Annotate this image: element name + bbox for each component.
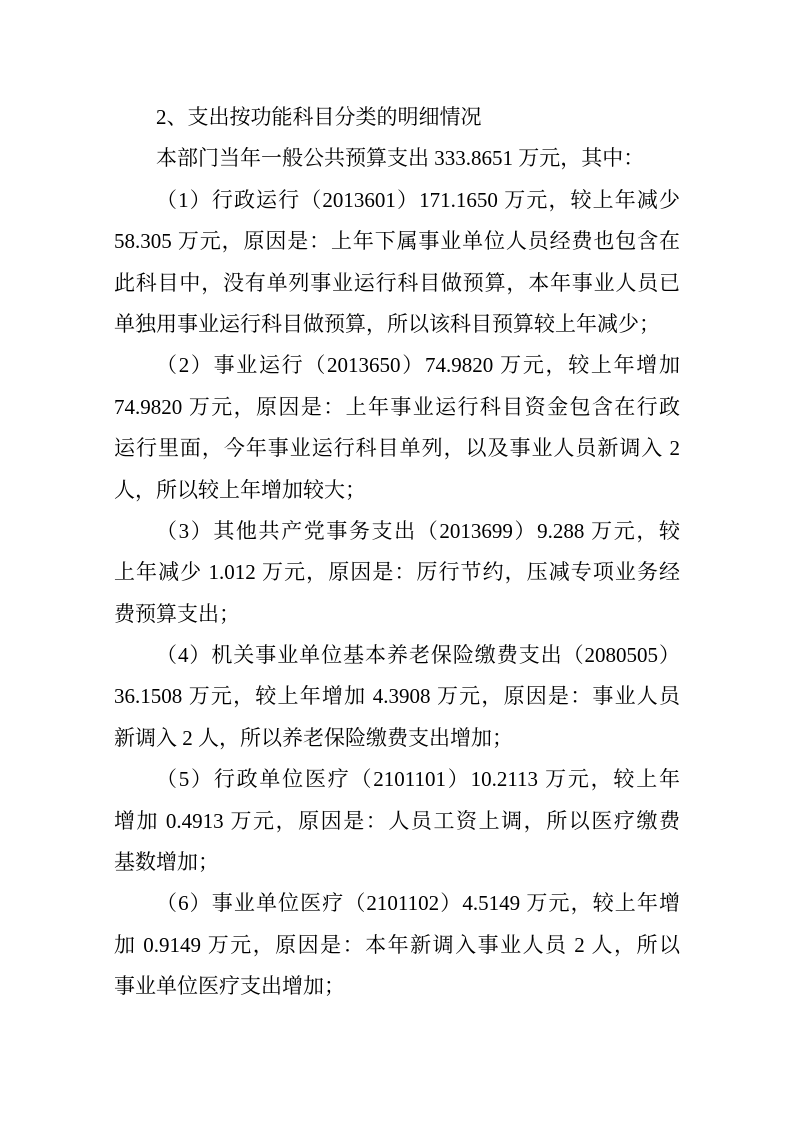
item-6-line-3: 事业单位医疗支出增加；	[114, 974, 345, 999]
item-5-line-3: 基数增加；	[114, 850, 219, 875]
section-heading: 2、支出按功能科目分类的明细情况	[156, 105, 482, 129]
item-6-line-1: （6）事业单位医疗（2101102）4.5149 万元，较上年增	[156, 891, 680, 916]
item-4-line-3: 新调入 2 人，所以养老保险缴费支出增加；	[114, 725, 513, 750]
item-3-line-2: 上年减少 1.012 万元，原因是：厉行节约，压减专项业务经	[114, 560, 680, 585]
item-3-line-1: （3）其他共产党事务支出（2013699）9.288 万元，较	[156, 518, 680, 543]
item-2-line-1: （2）事业运行（2013650）74.9820 万元，较上年增加	[156, 353, 680, 378]
item-2-line-3: 运行里面，今年事业运行科目单列，以及事业人员新调入 2	[114, 436, 680, 461]
item-5-line-1: （5）行政单位医疗（2101101）10.2113 万元，较上年	[156, 767, 680, 792]
item-1-line-3: 此科目中，没有单列事业运行科目做预算，本年事业人员已	[114, 270, 680, 295]
item-1-line-1: （1）行政运行（2013601）171.1650 万元，较上年减少	[156, 187, 680, 212]
item-1-line-2: 58.305 万元，原因是：上年下属事业单位人员经费也包含在	[114, 229, 680, 254]
item-4-line-1: （4）机关事业单位基本养老保险缴费支出（2080505）	[156, 643, 680, 668]
item-1-line-4: 单独用事业运行科目做预算，所以该科目预算较上年减少；	[114, 311, 660, 336]
item-2-line-2: 74.9820 万元，原因是：上年事业运行科目资金包含在行政	[114, 394, 680, 419]
item-3-line-3: 费预算支出；	[114, 601, 240, 626]
item-6-line-2: 加 0.9149 万元，原因是：本年新调入事业人员 2 人，所以	[114, 932, 680, 957]
item-2-line-4: 人，所以较上年增加较大；	[114, 477, 366, 502]
intro-line: 本部门当年一般公共预算支出 333.8651 万元，其中：	[156, 146, 645, 171]
item-5-line-2: 增加 0.4913 万元，原因是：人员工资上调，所以医疗缴费	[114, 808, 680, 833]
text-block	[114, 97, 680, 1008]
item-4-line-2: 36.1508 万元，较上年增加 4.3908 万元，原因是：事业人员	[114, 684, 680, 709]
